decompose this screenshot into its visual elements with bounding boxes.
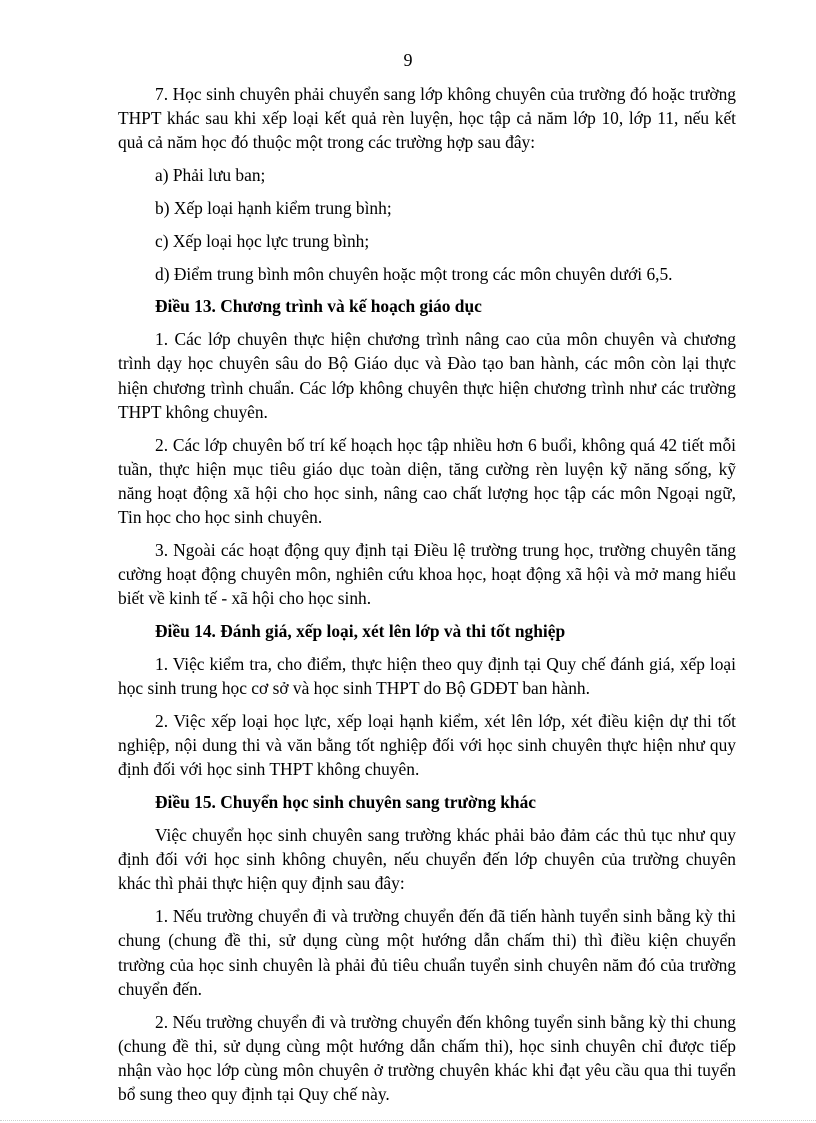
- article15-heading: Điều 15. Chuyển học sinh chuyên sang trường khác: [155, 792, 536, 813]
- article15-intro: Việc chuyển học sinh chuyên sang trường khác phải bảo đảm các thủ tục như quy định đối với học sinh không chuyên, nếu chuyển đến lớp chuyên của trường chuyên khác thì phải thực hiện quy định sau đây:: [118, 825, 736, 894]
- article12-item-d: d) Điểm trung bình môn chuyên hoặc một trong các môn chuyên dưới 6,5.: [155, 263, 673, 284]
- article14-clause1: 1. Việc kiểm tra, cho điểm, thực hiện theo quy định tại Quy chế đánh giá, xếp loại học sinh trung học cơ sở và học sinh THPT do Bộ GDĐT ban hành.: [118, 654, 736, 699]
- article12-clause7: 7. Học sinh chuyên phải chuyển sang lớp không chuyên của trường đó hoặc trường THPT khác sau khi xếp loại kết quả rèn luyện, học tập cả năm lớp 10, lớp 11, nếu kết quả cả năm học đó thuộc một trong các trường hợp sau đây:: [118, 84, 736, 153]
- page-bottom-divider: [0, 1120, 816, 1121]
- article12-item-b: b) Xếp loại hạnh kiểm trung bình;: [155, 198, 392, 218]
- article14-clause2: 2. Việc xếp loại học lực, xếp loại hạnh kiểm, xét lên lớp, xét điều kiện dự thi tốt nghiệp, nội dung thi và văn bằng tốt nghiệp đối với học sinh chuyên thực hiện như quy định đối với học sinh THPT không chuyên.: [118, 711, 736, 780]
- article13-clause1: 1. Các lớp chuyên thực hiện chương trình nâng cao của môn chuyên và chương trình dạy học chuyên sâu do Bộ Giáo dục và Đào tạo ban hành, các môn còn lại thực hiện chương trình chuẩn. Các lớp không chuyên thực hiện chương trình như các trường THPT không chuyên.: [118, 329, 736, 422]
- article13-heading: Điều 13. Chương trình và kế hoạch giáo dục: [155, 296, 482, 317]
- article13-clause3: 3. Ngoài các hoạt động quy định tại Điều lệ trường trung học, trường chuyên tăng cường hoạt động chuyên môn, nghiên cứu khoa học, hoạt động xã hội và mở mang hiểu biết về kinh tế - xã hội cho học sinh.: [118, 540, 736, 609]
- article13-clause2: 2. Các lớp chuyên bố trí kế hoạch học tập nhiều hơn 6 buổi, không quá 42 tiết mỗi tuần, thực hiện mục tiêu giáo dục toàn diện, tăng cường rèn luyện kỹ năng sống, kỹ năng hoạt động xã hội cho học sinh, nâng cao chất lượng học tập các môn Ngoại ngữ, Tin học cho học sinh chuyên.: [118, 434, 736, 528]
- article15-clause2: 2. Nếu trường chuyển đi và trường chuyển đến không tuyển sinh bằng kỳ thi chung (chung đề thi, sử dụng cùng một hướng dẫn chấm thi), học sinh chuyên chỉ được tiếp nhận vào học lớp cùng môn chuyên ở trường chuyên khác khi đạt yêu cầu qua thi tuyển bổ sung theo quy định tại Quy chế này.: [118, 1011, 736, 1105]
- article15-clause1: 1. Nếu trường chuyển đi và trường chuyển đến đã tiến hành tuyển sinh bằng kỳ thi chung (chung đề thi, sử dụng cùng một hướng dẫn chấm thi) thì điều kiện chuyển trường của học sinh chuyên là phải đủ tiêu chuẩn tuyển sinh chuyên năm đó của trường chuyển đến.: [118, 906, 736, 999]
- page-number: 9: [403, 50, 413, 70]
- article12-item-a: a) Phải lưu ban;: [155, 165, 266, 186]
- article14-heading: Điều 14. Đánh giá, xếp loại, xét lên lớp và thi tốt nghiệp: [155, 621, 566, 642]
- article12-item-c: c) Xếp loại học lực trung bình;: [155, 230, 370, 251]
- document-body: [118, 82, 736, 1115]
